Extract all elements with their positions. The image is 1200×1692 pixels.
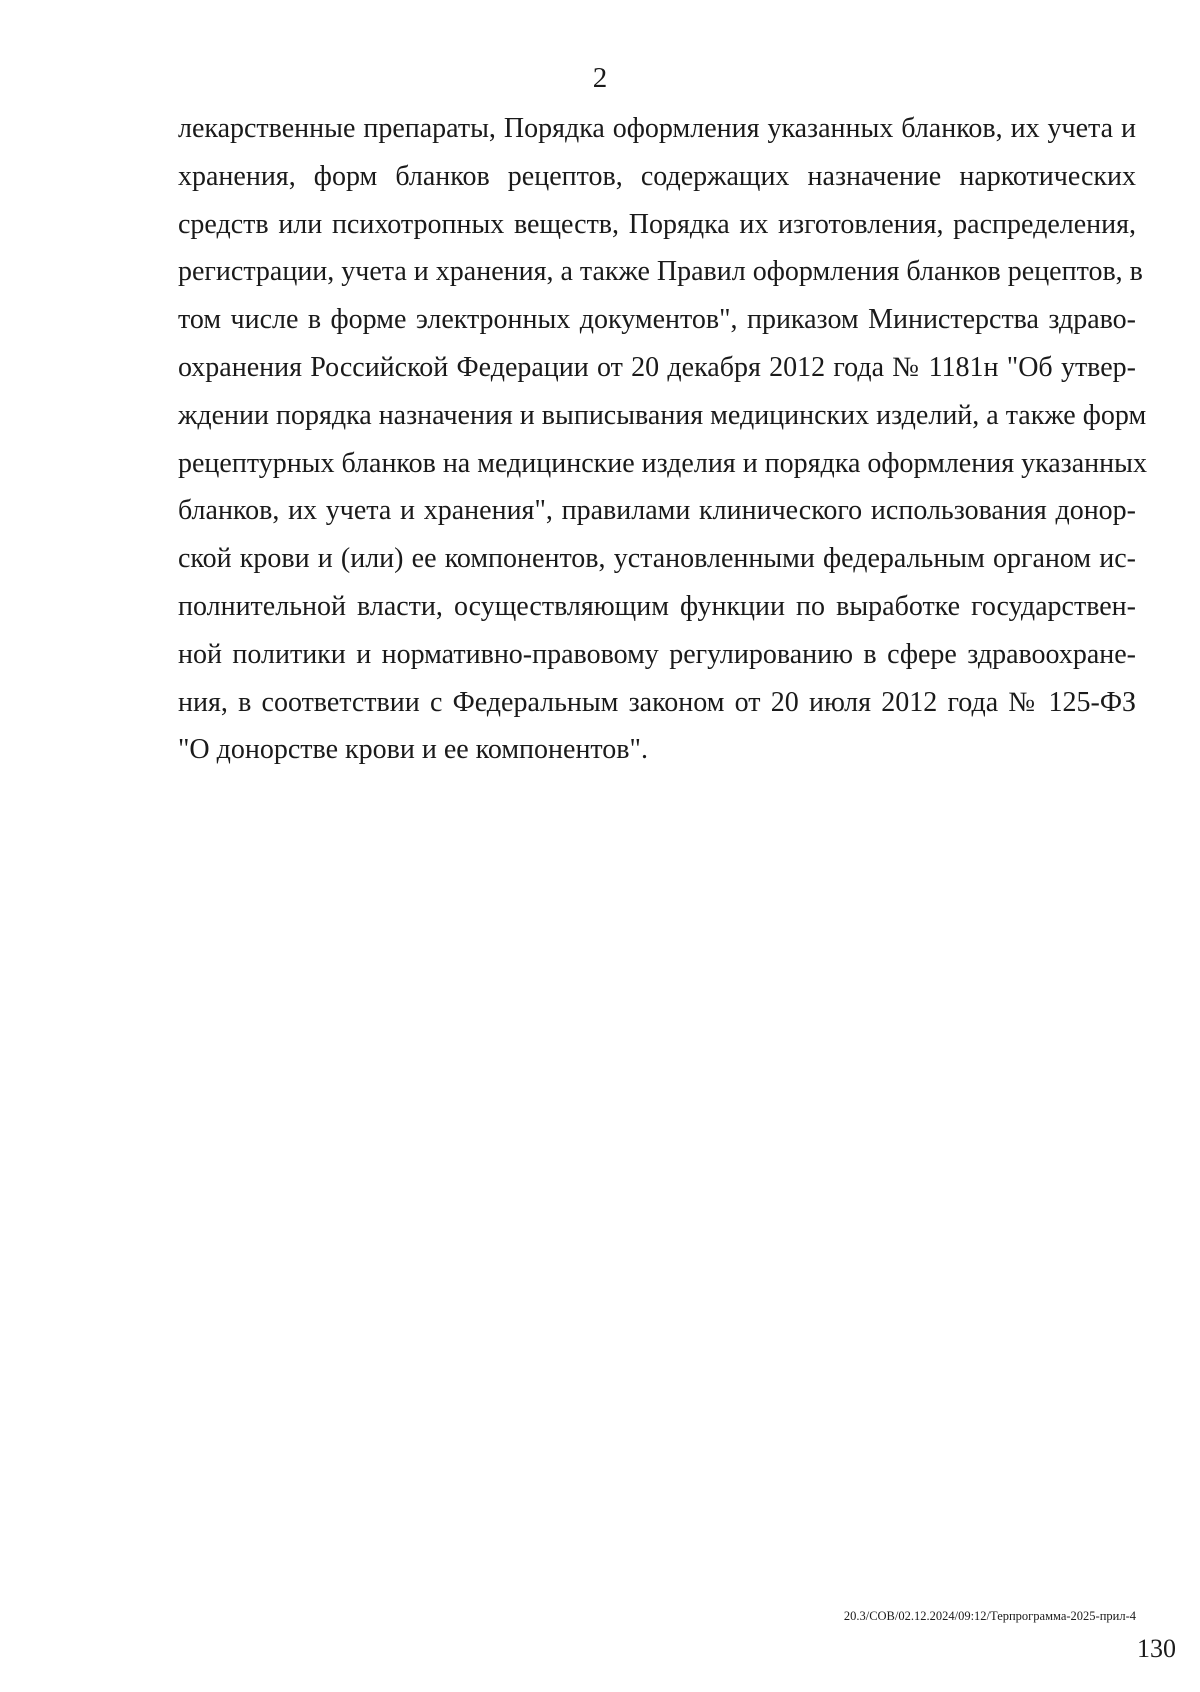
text-line: регистрации, учета и хранения, а также Правил оформления бланков рецептов, в	[178, 256, 1143, 288]
body-text	[178, 105, 1147, 774]
text-line: лекарственные препараты, Порядка оформления указанных бланков, их учета и	[178, 113, 1136, 144]
sheet-number: 130	[1137, 1634, 1176, 1663]
text-line: бланков, их учета и хранения", правилами клинического использования донор-	[178, 495, 1136, 527]
text-line: ной политики и нормативно-правовому регулированию в сфере здравоохране-	[178, 638, 1136, 670]
text-line: средств или психотропных веществ, Порядка их изготовления, распределения,	[178, 208, 1136, 240]
text-line: хранения, форм бланков рецептов, содержащих назначение наркотических	[178, 160, 1136, 192]
text-line: полнительной власти, осуществляющим функции по выработке государствен-	[178, 590, 1136, 622]
text-line: ждении порядка назначения и выписывания медицинских изделий, а также форм	[178, 399, 1147, 431]
text-line: ской крови и (или) ее компонентов, установленными федеральным органом ис-	[178, 543, 1136, 575]
document-code: 20.3/СОВ/02.12.2024/09:12/Терпрограмма-2025-прил-4	[843, 1609, 1136, 1623]
text-line: "О донорстве крови и ее компонентов".	[178, 734, 648, 766]
text-line: охранения Российской Федерации от 20 декабря 2012 года № 1181н "Об утвер-	[178, 351, 1136, 383]
page-number: 2	[592, 62, 608, 94]
text-line: рецептурных бланков на медицинские изделия и порядка оформления указанных	[178, 447, 1147, 479]
text-line: ния, в соответствии с Федеральным законом от 20 июля 2012 года № 125-ФЗ	[178, 686, 1136, 718]
text-line: том числе в форме электронных документов", приказом Министерства здраво-	[178, 304, 1136, 336]
